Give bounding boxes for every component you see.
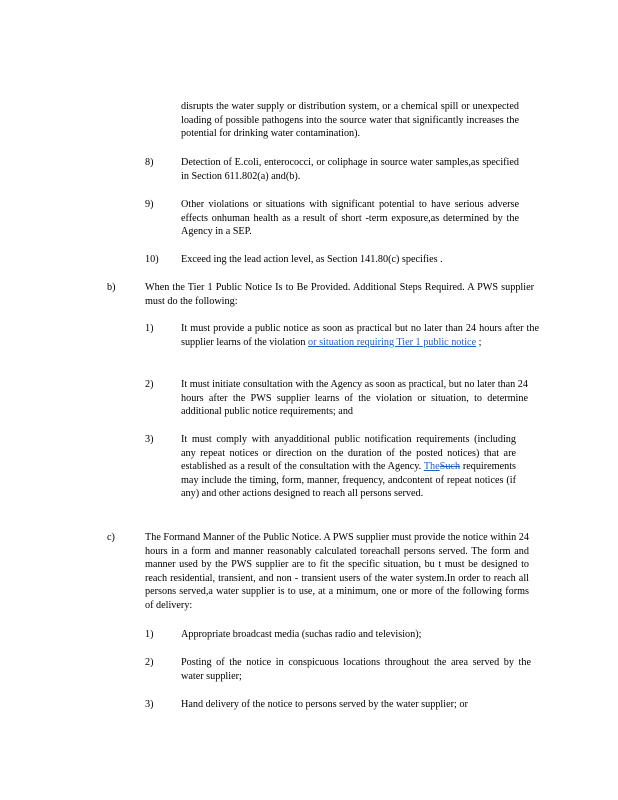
c-item-1-text: Appropriate broadcast media (suchas radio and television); <box>181 629 422 640</box>
item-10-number: 10) <box>145 254 159 265</box>
item-8-number: 8) <box>145 157 154 168</box>
item-9-text: Other violations or situations with significant potential to have serious adverse effects onhuman health as a result of short -term exposure,as determined by the Agency in a SEP. <box>181 199 519 238</box>
c-item-3-text: Hand delivery of the notice to persons served by the water supplier; or <box>181 699 468 710</box>
b-item-3-inserted-text: The <box>423 461 440 473</box>
section-c-label: c) <box>107 532 115 543</box>
b-item-3-number: 3) <box>145 434 154 445</box>
continuation-paragraph: disrupts the water supply or distribution system, or a chemical spill or unexpected loading of possible pathogens into the source water that significantly increases the potential for drinking water contamination). <box>181 101 519 140</box>
b-item-2-number: 2) <box>145 379 154 390</box>
b-item-3-text-after: requirements may include the timing, form, manner, frequency, andcontent of repeat notices (if any) and other actions designed to reach all persons served. <box>181 461 517 500</box>
c-item-1-number: 1) <box>145 629 154 640</box>
b-item-3-text-before: It must comply with anyadditional public notification requirements (including any repeat notices or direction on the duration of the posted notices) that are established as a result of the consultation with the Agency. <box>181 434 516 473</box>
b-item-1-number: 1) <box>145 323 154 334</box>
b-item-3-deleted-text: Such <box>439 461 461 473</box>
item-10-text: Exceed ing the lead action level, as Section 141.80(c) specifies . <box>181 254 443 265</box>
b-item-1-inserted-text: or situation requiring Tier 1 public notice <box>308 336 477 348</box>
item-8-text: Detection of E.coli, enterococci, or coliphage in source water samples,as specified in Section 611.802(a) and(b). <box>181 157 519 182</box>
b-item-1-text-before: It must provide a public notice as soon as practical but no later than 24 hours after the supplier learns of the violation <box>181 323 539 348</box>
c-item-3-number: 3) <box>145 699 154 710</box>
b-item-2-text: It must initiate consultation with the Agency as soon as practical, but no later than 24 hours after the PWS supplier learns of the violation or situation, to determine additional public notice requirements; and <box>181 379 528 418</box>
b-item-1-text <box>181 322 539 349</box>
section-b-heading: When the Tier 1 Public Notice Is to Be Provided. Additional Steps Required. A PWS supplier must do the following: <box>145 282 534 307</box>
item-9-number: 9) <box>145 199 154 210</box>
b-item-1-text-after: ; <box>476 336 482 348</box>
c-item-2-number: 2) <box>145 657 154 668</box>
b-item-3-text <box>181 433 516 501</box>
section-c-paragraph: The Formand Manner of the Public Notice. A PWS supplier must provide the notice within 24 hours in a form and manner reasonably calculated toreachall persons served. The form and manner used by the PWS supplier are to fit the specific situation, bu t must be designed to reach residential, transient, and non - transient users of the water system.In order to reach all persons served,a water supplier is to use, at a minimum, one or more of the following forms of delivery: <box>145 532 529 611</box>
c-item-2-text: Posting of the notice in conspicuous locations throughout the area served by the water supplier; <box>181 657 531 682</box>
section-b-label: b) <box>107 282 116 293</box>
